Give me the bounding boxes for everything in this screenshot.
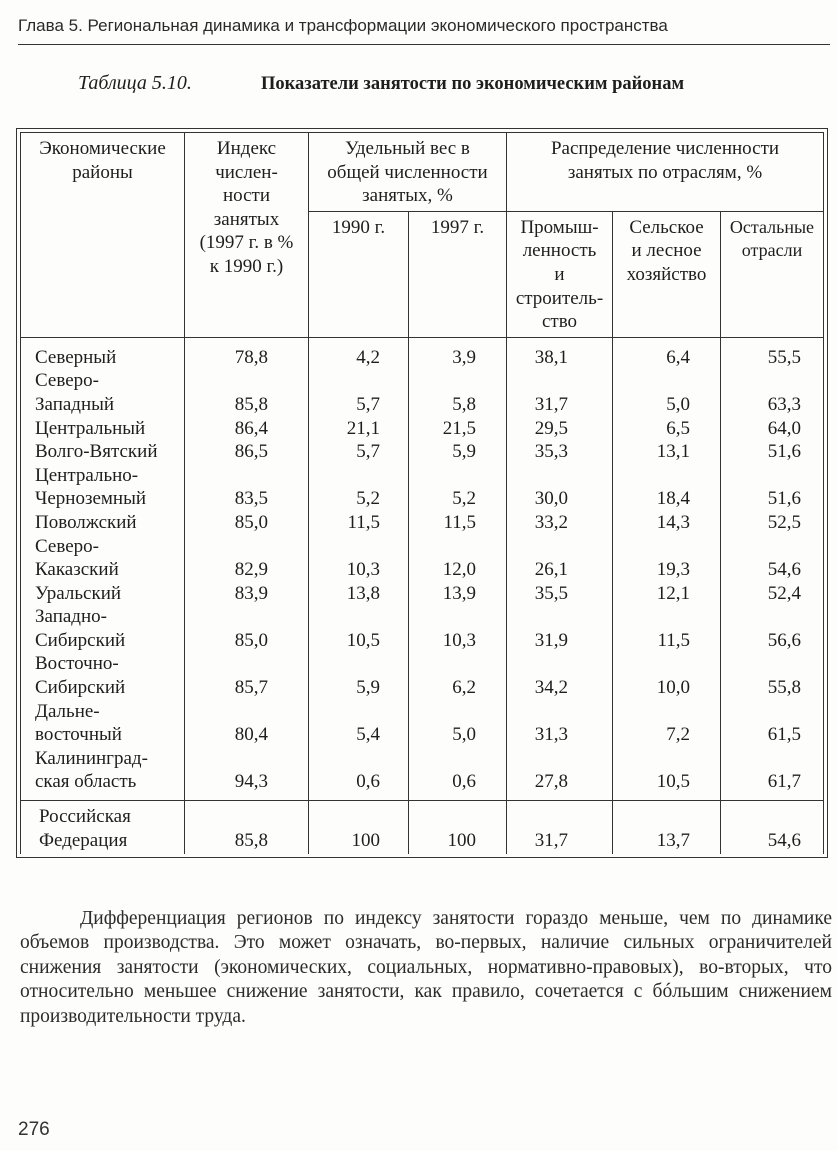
table-header [21, 133, 824, 338]
employment-index-cell: 83,9 [185, 582, 309, 606]
employment-index-cell: 86,5 [185, 440, 309, 464]
share-1997-cell: 5,2 [409, 464, 507, 511]
page-number: 276 [18, 1119, 50, 1140]
share-1997-cell: 21,5 [409, 417, 507, 441]
table-caption [78, 72, 684, 95]
share-1990-cell: 0,6 [309, 747, 409, 801]
employment-index-cell: 85,0 [185, 511, 309, 535]
share-1990-cell: 11,5 [309, 511, 409, 535]
table-body [21, 337, 824, 854]
agriculture-share-cell: 5,0 [613, 369, 721, 416]
employment-index-cell: 80,4 [185, 700, 309, 747]
industry-share-cell: 35,3 [507, 440, 613, 464]
header-other-sectors: Остальные отрасли [721, 211, 824, 337]
share-1990-cell: 5,2 [309, 464, 409, 511]
header-distribution-by-sector: Распределение численности занятых по отраслям, % [507, 133, 824, 212]
table-row [21, 417, 824, 441]
employment-index-cell: 85,8 [185, 801, 309, 855]
table-row [21, 582, 824, 606]
agriculture-share-cell: 12,1 [613, 582, 721, 606]
other-share-cell: 55,5 [721, 337, 824, 369]
agriculture-share-cell: 6,4 [613, 337, 721, 369]
employment-index-cell: 85,0 [185, 605, 309, 652]
share-1990-cell: 5,7 [309, 369, 409, 416]
share-1997-cell: 5,8 [409, 369, 507, 416]
other-share-cell: 51,6 [721, 464, 824, 511]
industry-share-cell: 35,5 [507, 582, 613, 606]
share-1997-cell: 5,9 [409, 440, 507, 464]
share-1990-cell: 10,5 [309, 605, 409, 652]
agriculture-share-cell: 13,1 [613, 440, 721, 464]
other-share-cell: 63,3 [721, 369, 824, 416]
employment-index-cell: 86,4 [185, 417, 309, 441]
header-regions: Экономические районы [21, 133, 185, 338]
table-title: Показатели занятости по экономическим районам [261, 74, 685, 94]
share-1990-cell: 5,4 [309, 700, 409, 747]
industry-share-cell: 31,3 [507, 700, 613, 747]
agriculture-share-cell: 10,0 [613, 652, 721, 699]
industry-share-cell: 31,7 [507, 369, 613, 416]
agriculture-share-cell: 19,3 [613, 535, 721, 582]
employment-index-cell: 83,5 [185, 464, 309, 511]
other-share-cell: 61,7 [721, 747, 824, 801]
agriculture-share-cell: 13,7 [613, 801, 721, 855]
industry-share-cell: 31,7 [507, 801, 613, 855]
share-1997-cell: 5,0 [409, 700, 507, 747]
share-1997-cell: 13,9 [409, 582, 507, 606]
header-employment-index: Индекс числен- ности занятых (1997 г. в % к 1990 г.) [185, 133, 309, 338]
share-1990-cell: 100 [309, 801, 409, 855]
other-share-cell: 52,5 [721, 511, 824, 535]
region-name: Поволжский [21, 511, 185, 535]
agriculture-share-cell: 11,5 [613, 605, 721, 652]
region-name: Западно- Сибирский [21, 605, 185, 652]
other-share-cell: 52,4 [721, 582, 824, 606]
table-row [21, 337, 824, 369]
industry-share-cell: 34,2 [507, 652, 613, 699]
employment-index-cell: 85,8 [185, 369, 309, 416]
region-name: Северный [21, 337, 185, 369]
region-name: Волго-Вятский [21, 440, 185, 464]
agriculture-share-cell: 7,2 [613, 700, 721, 747]
other-share-cell: 54,6 [721, 535, 824, 582]
table-row [21, 605, 824, 652]
header-share-of-employed: Удельный вес в общей численности занятых, % [309, 133, 507, 212]
employment-index-cell: 94,3 [185, 747, 309, 801]
body-paragraph: Дифференциация регионов по индексу занятости гораздо меньше, чем по динамике объемов производства. Это может означать, во-первых, наличие сильных ограничителей снижения занятости (экономических, социальных, нормативно-правовых), во-вторых, что относительно меньшее снижение занятости, как правило, сочетается с бóльшим снижением производительности труда. [20, 908, 832, 1027]
region-name: Дальне- восточный [21, 700, 185, 747]
industry-share-cell: 29,5 [507, 417, 613, 441]
share-1997-cell: 11,5 [409, 511, 507, 535]
share-1997-cell: 100 [409, 801, 507, 855]
region-name: Российская Федерация [21, 801, 185, 855]
other-share-cell: 54,6 [721, 801, 824, 855]
employment-table [20, 132, 824, 854]
region-name: Северо- Каказский [21, 535, 185, 582]
table-row [21, 747, 824, 801]
share-1997-cell: 0,6 [409, 747, 507, 801]
share-1990-cell: 4,2 [309, 337, 409, 369]
agriculture-share-cell: 10,5 [613, 747, 721, 801]
employment-index-cell: 82,9 [185, 535, 309, 582]
industry-share-cell: 38,1 [507, 337, 613, 369]
table-row [21, 535, 824, 582]
industry-share-cell: 31,9 [507, 605, 613, 652]
agriculture-share-cell: 6,5 [613, 417, 721, 441]
employment-table-frame [16, 128, 828, 858]
table-row [21, 652, 824, 699]
share-1990-cell: 10,3 [309, 535, 409, 582]
table-row [21, 369, 824, 416]
industry-share-cell: 33,2 [507, 511, 613, 535]
table-row [21, 700, 824, 747]
total-row [21, 801, 824, 855]
region-name: Уральский [21, 582, 185, 606]
table-number: Таблица 5.10. [78, 72, 192, 94]
employment-index-cell: 85,7 [185, 652, 309, 699]
share-1990-cell: 5,7 [309, 440, 409, 464]
header-industry: Промыш- ленность и строитель- ство [507, 211, 613, 337]
share-1997-cell: 10,3 [409, 605, 507, 652]
share-1990-cell: 5,9 [309, 652, 409, 699]
other-share-cell: 51,6 [721, 440, 824, 464]
share-1990-cell: 13,8 [309, 582, 409, 606]
table-row [21, 511, 824, 535]
table-row [21, 464, 824, 511]
share-1997-cell: 12,0 [409, 535, 507, 582]
region-name: Калининград- ская область [21, 747, 185, 801]
industry-share-cell: 26,1 [507, 535, 613, 582]
other-share-cell: 56,6 [721, 605, 824, 652]
employment-index-cell: 78,8 [185, 337, 309, 369]
header-agriculture: Сельское и лесное хозяйство [613, 211, 721, 337]
header-share-1997: 1997 г. [409, 211, 507, 337]
other-share-cell: 55,8 [721, 652, 824, 699]
region-name: Восточно- Сибирский [21, 652, 185, 699]
agriculture-share-cell: 18,4 [613, 464, 721, 511]
share-1997-cell: 3,9 [409, 337, 507, 369]
running-head: Глава 5. Региональная динамика и трансформации экономического пространства [18, 16, 830, 45]
share-1997-cell: 6,2 [409, 652, 507, 699]
other-share-cell: 61,5 [721, 700, 824, 747]
header-share-1990: 1990 г. [309, 211, 409, 337]
region-name: Северо- Западный [21, 369, 185, 416]
agriculture-share-cell: 14,3 [613, 511, 721, 535]
industry-share-cell: 30,0 [507, 464, 613, 511]
table-row [21, 440, 824, 464]
share-1990-cell: 21,1 [309, 417, 409, 441]
region-name: Центрально- Черноземный [21, 464, 185, 511]
industry-share-cell: 27,8 [507, 747, 613, 801]
other-share-cell: 64,0 [721, 417, 824, 441]
region-name: Центральный [21, 417, 185, 441]
